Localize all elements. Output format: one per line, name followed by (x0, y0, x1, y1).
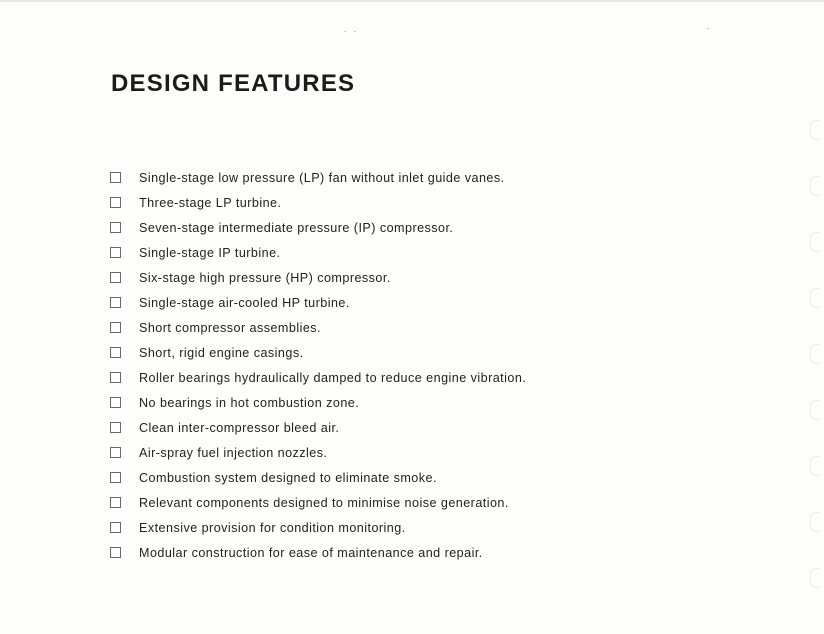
feature-text: Clean inter-compressor bleed air. (139, 420, 340, 435)
feature-text: Modular construction for ease of maintenance and repair. (139, 545, 483, 560)
checkbox-icon (110, 347, 121, 358)
list-item (110, 540, 730, 565)
list-item (110, 415, 730, 440)
checkbox-icon (110, 547, 121, 558)
checkbox-icon (110, 322, 121, 333)
list-item (110, 340, 730, 365)
edge-mark (810, 512, 820, 532)
edge-mark (810, 400, 820, 420)
page-edge-marks (802, 100, 824, 620)
checkbox-icon (110, 297, 121, 308)
list-item (110, 490, 730, 515)
list-item (110, 265, 730, 290)
edge-mark (810, 120, 820, 140)
checkbox-icon (110, 172, 121, 183)
checkbox-icon (110, 497, 121, 508)
list-item (110, 190, 730, 215)
feature-text: Extensive provision for condition monitoring. (139, 520, 406, 535)
feature-text: Seven-stage intermediate pressure (IP) compressor. (139, 220, 454, 235)
checkbox-icon (110, 372, 121, 383)
list-item (110, 390, 730, 415)
checkbox-icon (110, 522, 121, 533)
feature-text: Short compressor assemblies. (139, 320, 321, 335)
edge-mark (810, 344, 820, 364)
list-item (110, 440, 730, 465)
list-item (110, 315, 730, 340)
list-item (110, 365, 730, 390)
list-item (110, 165, 730, 190)
feature-text: Roller bearings hydraulically damped to reduce engine vibration. (139, 370, 527, 385)
edge-mark (810, 176, 820, 196)
feature-text: No bearings in hot combustion zone. (139, 395, 360, 410)
edge-mark (810, 568, 820, 588)
edge-mark (810, 288, 820, 308)
checkbox-icon (110, 272, 121, 283)
list-item (110, 290, 730, 315)
checkbox-icon (110, 422, 121, 433)
feature-text: Single-stage IP turbine. (139, 245, 281, 260)
edge-mark (810, 456, 820, 476)
list-item (110, 240, 730, 265)
feature-text: Air-spray fuel injection nozzles. (139, 445, 328, 460)
list-item (110, 465, 730, 490)
edge-mark (810, 232, 820, 252)
feature-text: Three-stage LP turbine. (139, 195, 282, 210)
feature-text: Relevant components designed to minimise noise generation. (139, 495, 509, 510)
feature-text: Single-stage low pressure (LP) fan without inlet guide vanes. (139, 170, 505, 185)
paper-speck (344, 31, 346, 32)
page-top-edge (0, 0, 824, 2)
checkbox-icon (110, 447, 121, 458)
feature-text: Single-stage air-cooled HP turbine. (139, 295, 350, 310)
checkbox-icon (110, 197, 121, 208)
checkbox-icon (110, 397, 121, 408)
paper-speck (707, 28, 709, 29)
page-title: DESIGN FEATURES (111, 70, 356, 97)
checkbox-icon (110, 222, 121, 233)
paper-speck (354, 31, 356, 32)
checkbox-icon (110, 472, 121, 483)
checkbox-icon (110, 247, 121, 258)
list-item (110, 515, 730, 540)
list-item (110, 215, 730, 240)
design-features-list (110, 165, 730, 565)
feature-text: Six-stage high pressure (HP) compressor. (139, 270, 391, 285)
feature-text: Short, rigid engine casings. (139, 345, 304, 360)
feature-text: Combustion system designed to eliminate smoke. (139, 470, 437, 485)
